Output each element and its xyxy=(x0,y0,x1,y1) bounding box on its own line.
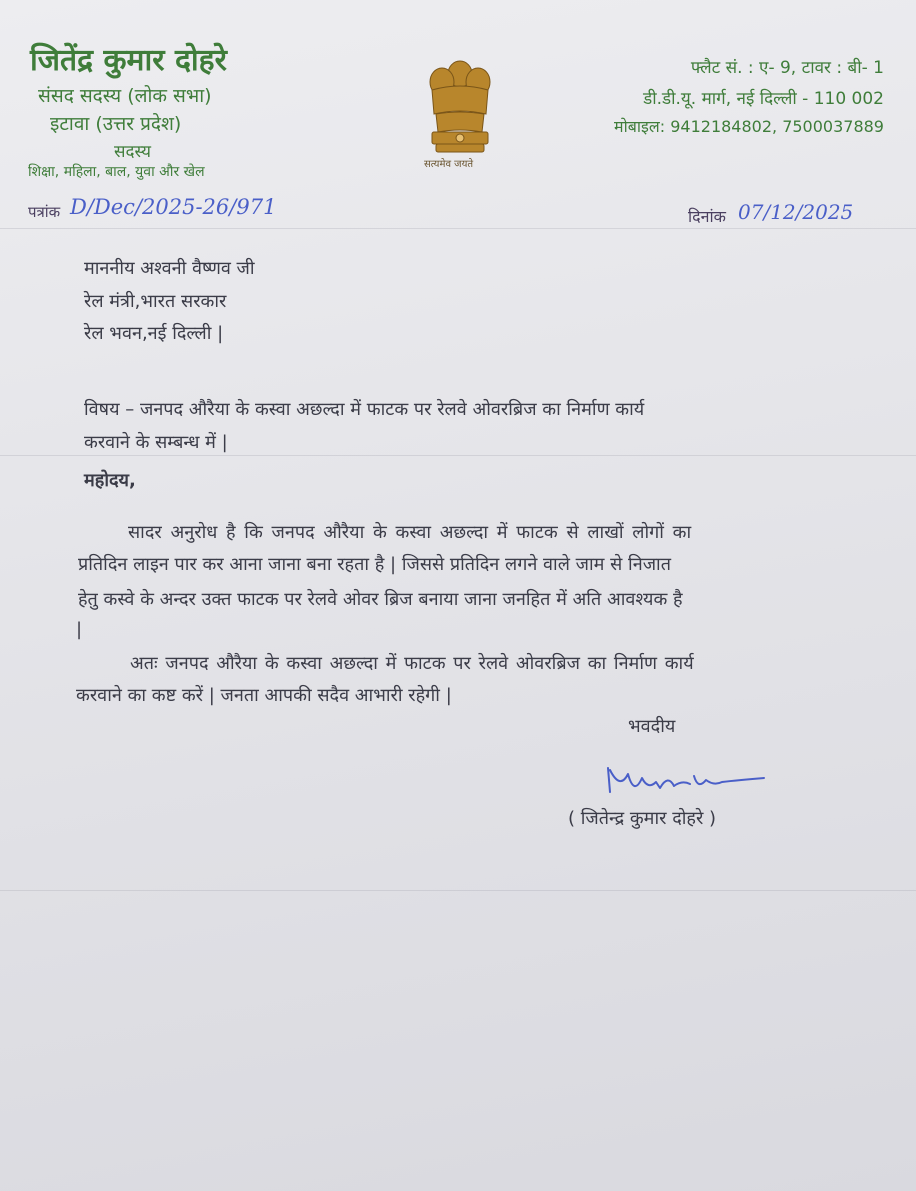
address-line-1: फ्लैट सं. : ए- 9, टावर : बी- 1 xyxy=(690,58,884,78)
signature xyxy=(598,760,768,805)
signer-name: ( जितेन्द्र कुमार दोहरे ) xyxy=(568,808,717,829)
recipient-address: रेल भवन,नई दिल्ली | xyxy=(84,323,224,344)
paragraph-2-line: अतः जनपद औरैया के कस्वा अछल्दा में फाटक पर रेलवे ओवरब्रिज का निर्माण कार्य xyxy=(130,653,694,674)
recipient-designation: रेल मंत्री,भारत सरकार xyxy=(84,291,227,312)
reference-label: पत्रांक xyxy=(28,203,61,221)
salutation: महोदय, xyxy=(84,470,136,491)
paragraph-1-line: सादर अनुरोध है कि जनपद औरैया के कस्वा अछल्दा में फाटक से लाखों लोगों का xyxy=(128,522,692,543)
recipient-name: माननीय अश्वनी वैष्णव जी xyxy=(84,258,255,279)
paper-crease xyxy=(0,890,916,891)
paper-crease xyxy=(0,228,916,229)
mobile-numbers: मोबाइल: 9412184802, 7500037889 xyxy=(614,117,884,136)
paragraph-1-line: | xyxy=(76,619,83,640)
reference-number: D/Dec/2025-26/971 xyxy=(70,195,277,219)
subject-line-2: करवाने के सम्बन्ध में | xyxy=(84,432,228,453)
emblem-motto: सत्यमेव जयते xyxy=(424,159,474,170)
national-emblem-icon xyxy=(420,52,500,172)
letterhead-role: संसद सदस्य (लोक सभा) xyxy=(38,85,212,107)
address-line-2: डी.डी.यू. मार्ग, नई दिल्ली - 110 002 xyxy=(643,89,884,109)
letterhead-committee: शिक्षा, महिला, बाल, युवा और खेल xyxy=(28,164,205,180)
paragraph-1-line: प्रतिदिन लाइन पार कर आना जाना बना रहता है | जिससे प्रतिदिन लगने वाले जाम से निजात xyxy=(78,554,671,575)
date-label: दिनांक xyxy=(688,207,726,226)
letterhead-member: सदस्य xyxy=(114,142,151,162)
closing: भवदीय xyxy=(628,716,676,737)
paragraph-1-line: हेतु कस्वे के अन्दर उक्त फाटक पर रेलवे ओवर ब्रिज बनाया जाना जनहित में अति आवश्यक है xyxy=(78,589,683,610)
paper-crease xyxy=(0,455,916,456)
subject-line-1: विषय – जनपद औरैया के कस्वा अछल्दा में फाटक पर रेलवे ओवरब्रिज का निर्माण कार्य xyxy=(84,399,645,420)
date-value: 07/12/2025 xyxy=(738,200,854,224)
letterhead-constituency: इटावा (उत्तर प्रदेश) xyxy=(50,113,182,135)
paragraph-2-line: करवाने का कष्ट करें | जनता आपकी सदैव आभारी रहेगी | xyxy=(76,685,452,706)
letterhead-name: जितेंद्र कुमार दोहरे xyxy=(30,43,227,78)
